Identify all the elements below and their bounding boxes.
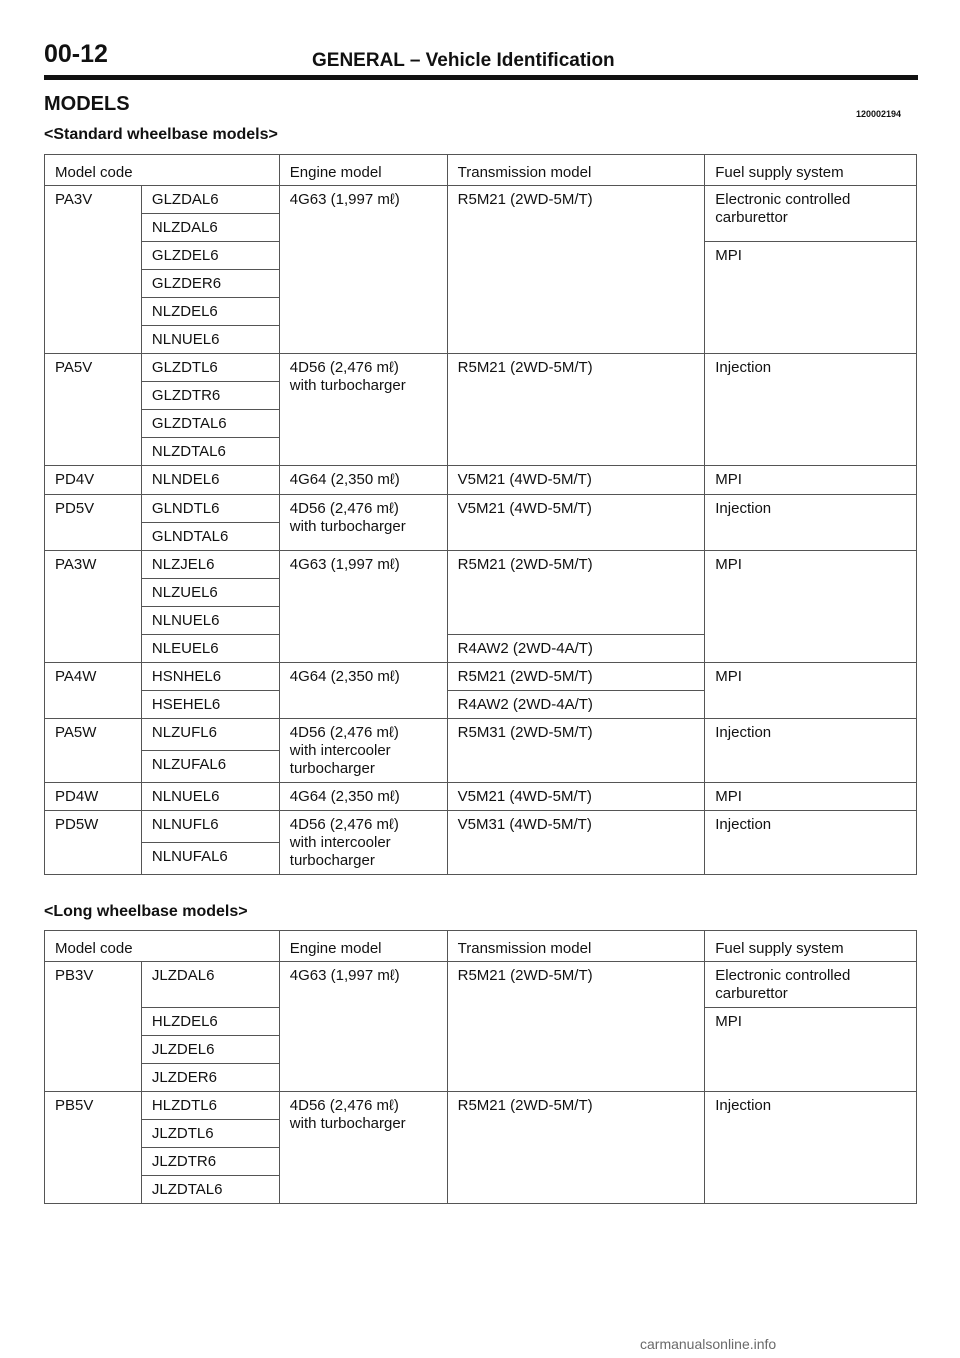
variant-cell: GLZDTL6 [141,354,279,382]
column-header-engine-model: Engine model [279,931,447,962]
engine-cell: 4G64 (2,350 mℓ) [279,783,447,811]
table-row [45,663,917,691]
transmission-cell: R4AW2 (2WD-4A/T) [447,691,705,719]
variant-cell: GLZDER6 [141,270,279,298]
column-header-fuel-supply-system: Fuel supply system [705,931,917,962]
engine-cell: 4D56 (2,476 mℓ) with turbocharger [279,354,447,466]
section-title: MODELS [44,93,130,115]
engine-cell: 4G64 (2,350 mℓ) [279,663,447,719]
variant-cell: GLNDTL6 [141,495,279,523]
table-row [45,495,917,523]
engine-cell: 4G63 (1,997 mℓ) [279,551,447,663]
fuel-cell: MPI [705,783,917,811]
fuel-cell: MPI [705,663,917,719]
variant-cell: NLZUEL6 [141,579,279,607]
fuel-cell: Electronic controlled carburettor [705,962,917,1008]
variant-cell: GLZDAL6 [141,186,279,214]
fuel-cell: Electronic controlled carburettor [705,186,917,242]
header-rule [44,75,918,80]
variant-cell: NLNUFAL6 [141,843,279,875]
fuel-cell: Injection [705,719,917,783]
column-header-transmission-model: Transmission model [447,155,705,186]
column-header-fuel-supply-system: Fuel supply system [705,155,917,186]
model-code-cell: PD5V [45,495,142,551]
variant-cell: NLZUFAL6 [141,751,279,783]
long-wheelbase-subtitle: <Long wheelbase models> [44,903,248,920]
variant-cell: GLZDTAL6 [141,410,279,438]
column-header-engine-model: Engine model [279,155,447,186]
variant-cell: GLZDEL6 [141,242,279,270]
variant-cell: HLZDEL6 [141,1008,279,1036]
table-row [45,783,917,811]
model-code-cell: PD4V [45,466,142,495]
table-row [45,354,917,382]
long-models-table [44,930,917,1204]
variant-cell: GLZDTR6 [141,382,279,410]
table-row [45,719,917,751]
engine-cell: 4D56 (2,476 mℓ) with intercooler turbocharger [279,719,447,783]
variant-cell: NLNUEL6 [141,326,279,354]
variant-cell: NLNUEL6 [141,607,279,635]
table-row [45,466,917,495]
fuel-cell: Injection [705,1092,917,1204]
section-code: 120002194 [856,109,902,119]
fuel-cell: Injection [705,354,917,466]
model-code-cell: PB3V [45,962,142,1092]
transmission-cell: R5M31 (2WD-5M/T) [447,719,705,783]
fuel-cell: MPI [705,466,917,495]
variant-cell: NLZDTAL6 [141,438,279,466]
model-code-cell: PD5W [45,811,142,875]
standard-models-table [44,154,917,875]
model-code-cell: PA3V [45,186,142,354]
fuel-cell: MPI [705,1008,917,1092]
transmission-cell: V5M21 (4WD-5M/T) [447,495,705,551]
variant-cell: NLEUEL6 [141,635,279,663]
variant-cell: NLNUFL6 [141,811,279,843]
column-header-model-code: Model code [45,155,280,186]
variant-cell: HSEHEL6 [141,691,279,719]
model-code-cell: PA4W [45,663,142,719]
variant-cell: JLZDER6 [141,1064,279,1092]
variant-cell: GLNDTAL6 [141,523,279,551]
table-row [45,1092,917,1120]
standard-wheelbase-subtitle: <Standard wheelbase models> [44,126,278,143]
page-header-title: GENERAL – Vehicle Identification [312,50,615,71]
table-row [45,811,917,843]
variant-cell: NLZUFL6 [141,719,279,751]
page-number: 00-12 [44,40,108,68]
variant-cell: NLZDEL6 [141,298,279,326]
transmission-cell: R4AW2 (2WD-4A/T) [447,635,705,663]
table-header-row [45,155,917,186]
table-row [45,962,917,1008]
variant-cell: JLZDEL6 [141,1036,279,1064]
variant-cell: NLNUEL6 [141,783,279,811]
column-header-transmission-model: Transmission model [447,931,705,962]
transmission-cell: R5M21 (2WD-5M/T) [447,186,705,354]
transmission-cell: R5M21 (2WD-5M/T) [447,1092,705,1204]
variant-cell: NLZJEL6 [141,551,279,579]
engine-cell: 4G63 (1,997 mℓ) [279,186,447,354]
variant-cell: JLZDTAL6 [141,1176,279,1204]
table-row [45,551,917,579]
transmission-cell: V5M21 (4WD-5M/T) [447,783,705,811]
model-code-cell: PB5V [45,1092,142,1204]
variant-cell: JLZDTR6 [141,1148,279,1176]
variant-cell: HSNHEL6 [141,663,279,691]
engine-cell: 4D56 (2,476 mℓ) with turbocharger [279,1092,447,1204]
model-code-cell: PA5V [45,354,142,466]
engine-cell: 4D56 (2,476 mℓ) with turbocharger [279,495,447,551]
fuel-cell: MPI [705,551,917,663]
model-code-cell: PD4W [45,783,142,811]
transmission-cell: V5M21 (4WD-5M/T) [447,466,705,495]
fuel-cell: Injection [705,495,917,551]
variant-cell: JLZDAL6 [141,962,279,1008]
column-header-model-code: Model code [45,931,280,962]
transmission-cell: V5M31 (4WD-5M/T) [447,811,705,875]
engine-cell: 4G64 (2,350 mℓ) [279,466,447,495]
transmission-cell: R5M21 (2WD-5M/T) [447,962,705,1092]
variant-cell: NLZDAL6 [141,214,279,242]
variant-cell: HLZDTL6 [141,1092,279,1120]
footer-watermark: carmanualsonline.info [640,1336,777,1352]
table-row [45,186,917,214]
table-header-row [45,931,917,962]
model-code-cell: PA5W [45,719,142,783]
transmission-cell: R5M21 (2WD-5M/T) [447,663,705,691]
engine-cell: 4G63 (1,997 mℓ) [279,962,447,1092]
variant-cell: JLZDTL6 [141,1120,279,1148]
fuel-cell: MPI [705,242,917,354]
fuel-cell: Injection [705,811,917,875]
transmission-cell: R5M21 (2WD-5M/T) [447,551,705,635]
engine-cell: 4D56 (2,476 mℓ) with intercooler turbocharger [279,811,447,875]
model-code-cell: PA3W [45,551,142,663]
variant-cell: NLNDEL6 [141,466,279,495]
transmission-cell: R5M21 (2WD-5M/T) [447,354,705,466]
